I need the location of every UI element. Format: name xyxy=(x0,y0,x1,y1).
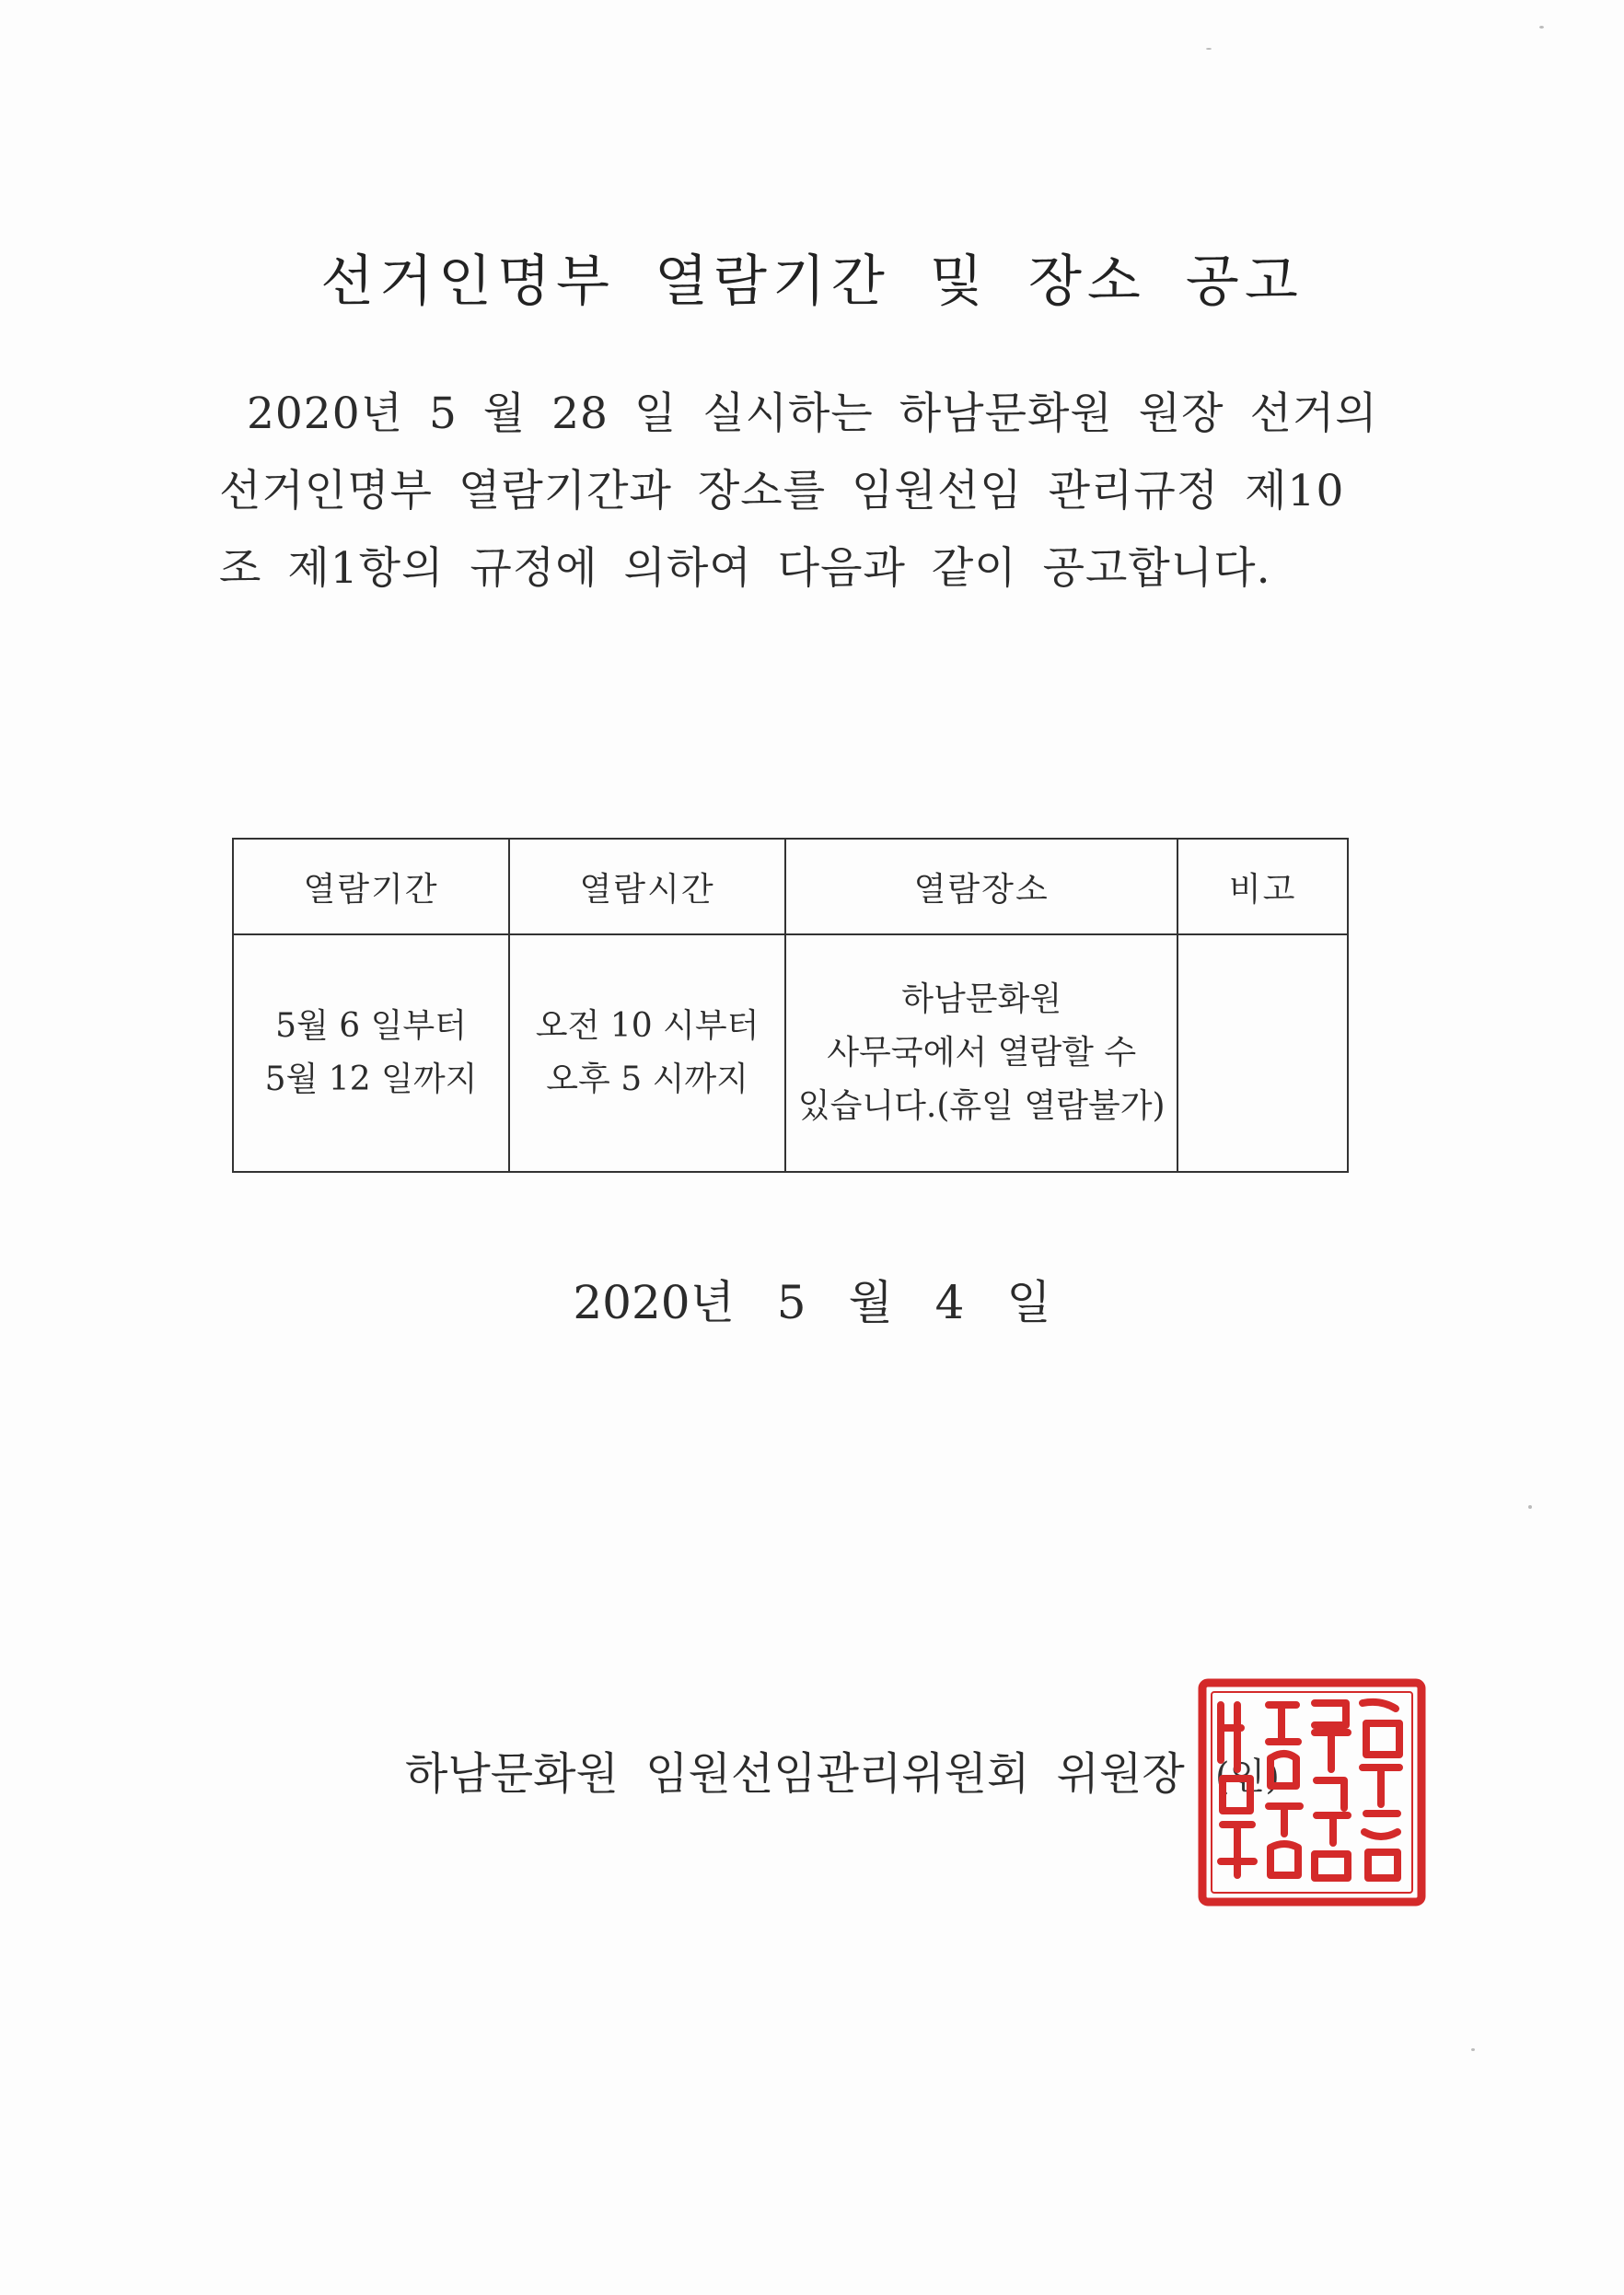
seal-mark: (인) xyxy=(1215,1756,1280,1798)
header-time: 열람시간 xyxy=(509,839,785,934)
cell-period: 5월 6 일부터 5월 12 일까지 xyxy=(233,934,509,1172)
scan-speck xyxy=(1539,26,1544,29)
header-note: 비고 xyxy=(1177,839,1348,934)
signature-line xyxy=(405,1738,1280,1802)
body-line-1: 2020년 5 월 28 일 실시하는 하남문화원 원장 선거의 xyxy=(247,388,1378,439)
scan-speck xyxy=(1206,48,1212,50)
signatory: 하남문화원 임원선임관리위원회 위원장 xyxy=(405,1748,1185,1800)
body-line-3: 조 제1항의 규정에 의하여 다음과 같이 공고합니다. xyxy=(219,543,1271,594)
notice-date: 2020년 5 월 4 일 xyxy=(573,1276,1051,1329)
notice-body xyxy=(219,376,1388,608)
header-period: 열람기간 xyxy=(233,839,509,934)
official-seal-stamp xyxy=(1197,1677,1427,1907)
cell-time: 오전 10 시부터 오후 5 시까지 xyxy=(509,934,785,1172)
cell-place: 하남문화원 사무국에서 열람할 수 있습니다.(휴일 열람불가) xyxy=(785,934,1177,1172)
cell-note xyxy=(1177,934,1348,1172)
inspection-table xyxy=(232,838,1349,1173)
document-title: 선거인명부 열람기간 및 장소 공고 xyxy=(320,249,1304,314)
header-place: 열람장소 xyxy=(785,839,1177,934)
scan-speck xyxy=(1528,1505,1532,1509)
scan-speck xyxy=(1471,2048,1475,2051)
body-line-2: 선거인명부 열람기간과 장소를 임원선임 관리규정 제10 xyxy=(219,466,1345,516)
table-row xyxy=(233,934,1348,1172)
table-header-row xyxy=(233,839,1348,934)
